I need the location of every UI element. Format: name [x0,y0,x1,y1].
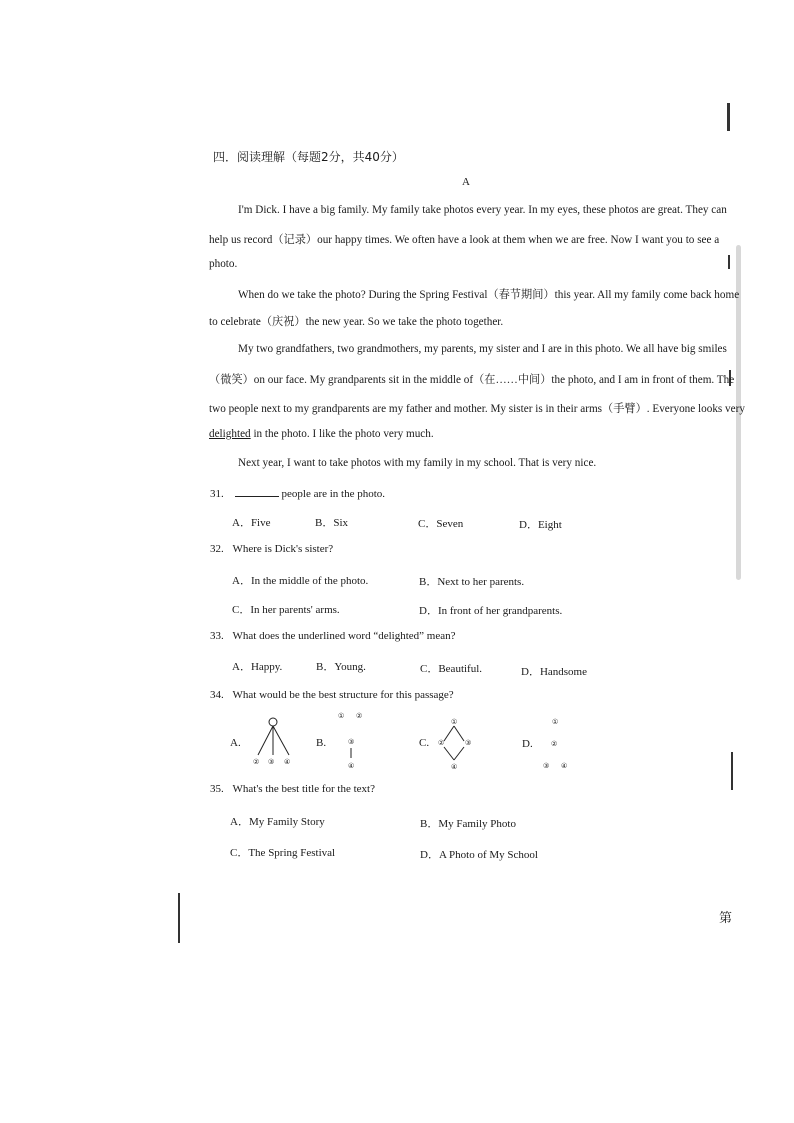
scan-edge-mark [731,752,733,790]
passage-line: （微笑）on our face. My grandparents sit in the middle of（在……中间）the photo, and I am in front of them. The [209,374,735,386]
passage-line: photo. [209,258,238,270]
node-label: ② [551,740,558,748]
node-label: ② [356,712,363,720]
question-number: 31. [210,488,224,500]
passage-line: help us record（记录）our happy times. We often have a look at them when we are free. Now I want you to see a [209,234,720,246]
structure-diagram-b [336,708,372,770]
passage-line: Next year, I want to take photos with my family in my school. That is very nice. [238,457,597,469]
option-a: A．In the middle of the photo. [232,575,369,587]
option-c: C．In her parents' arms. [232,604,340,616]
option-c: C．The Spring Festival [230,847,336,859]
connector-line [258,726,273,755]
connector-line [444,726,454,741]
option-c: C. [419,737,430,749]
option-b: B．My Family Photo [420,818,516,830]
node-label: ② [253,758,260,766]
node-label: ② [438,739,445,747]
node-label: ④ [561,762,568,770]
option-b: B．Next to her parents. [419,576,525,588]
connector-line [444,747,454,760]
structure-diagram-d [540,714,576,770]
connector-line [273,726,289,755]
node-1-circle [269,718,277,726]
passage-label: A [462,176,470,188]
option-c: C．Beautiful. [420,663,483,675]
question-stem: What would be the best structure for this passage? [232,689,454,701]
question-stem: What does the underlined word “delighted” mean? [232,630,456,642]
node-label: ④ [284,758,291,766]
structure-diagram-c [436,714,476,770]
question-stem: Where is Dick's sister? [232,543,334,555]
question-35 [210,783,375,795]
question-31 [210,486,385,500]
connector-line [454,726,464,741]
option-b: B．Young. [316,661,366,673]
node-label: ① [451,718,458,726]
node-label: ③ [465,739,472,747]
passage-line: My two grandfathers, two grandmothers, my parents, my sister and I are in this photo. We all have big smiles [238,343,727,355]
passage-line: to celebrate（庆祝）the new year. So we take the photo together. [209,316,504,328]
question-stem: What's the best title for the text? [232,783,375,795]
node-label: ③ [348,738,355,746]
node-label: ① [338,712,345,720]
question-number: 34. [210,689,224,701]
answer-blank [235,486,279,497]
question-32 [210,543,333,555]
passage-line-with-underline [209,428,434,440]
scan-edge-mark [178,893,180,943]
node-label: ④ [348,762,355,770]
question-33 [210,630,455,642]
option-a: A．Happy. [232,661,283,673]
option-d: D．Handsome [521,666,587,678]
option-d: D．In front of her grandparents. [419,605,563,617]
passage-line-text: in the photo. I like the photo very much. [253,428,434,440]
option-b: B．Six [315,517,349,529]
option-a: A. [230,737,241,749]
passage-line: When do we take the photo? During the Spring Festival（春节期间）this year. All my family come back home [238,289,740,301]
question-number: 32. [210,543,224,555]
option-a: A．My Family Story [230,816,325,828]
node-label: ③ [543,762,550,770]
option-c: C．Seven [418,518,464,530]
node-label: ① [552,718,559,726]
option-d: D．Eight [519,519,562,531]
option-b: B. [316,737,327,749]
node-label: ④ [451,763,458,771]
structure-diagram-a [248,716,304,768]
section-title: 四．阅读理解（每题2分，共40分） [213,150,404,164]
scan-edge-mark [727,103,730,131]
option-d: D．A Photo of My School [420,849,538,861]
underlined-word: delighted [209,428,251,440]
node-label: ③ [268,758,275,766]
question-34 [210,689,454,701]
scan-edge-mark [728,255,730,269]
option-d: D. [522,738,533,750]
connector-line [454,747,464,760]
passage-line: I'm Dick. I have a big family. My family take photos every year. In my eyes, these photos are great. They can [238,204,727,216]
question-stem: people are in the photo. [281,488,386,500]
question-number: 35. [210,783,224,795]
question-number: 33. [210,630,224,642]
page-number-fragment: 第 [719,911,733,926]
option-a: A．Five [232,517,271,529]
passage-line: two people next to my grandparents are my father and mother. My sister is in their arms（手臂）. Everyone looks very [209,403,745,415]
